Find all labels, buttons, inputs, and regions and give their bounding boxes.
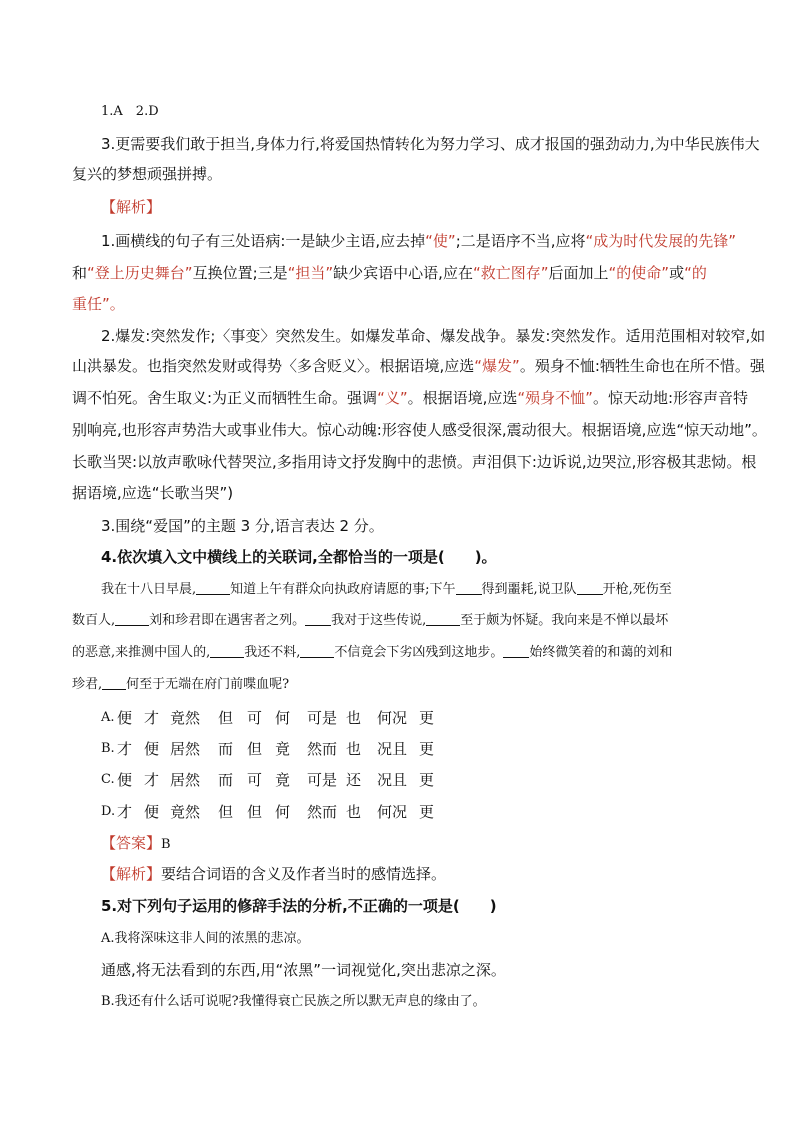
q5-option-a-note: 通感,将无法看到的东西,用“浓黑”一词视觉化,突出悲凉之深。 [101,961,506,979]
q4-passage-line4 [72,675,289,695]
q4-passage-line3 [72,643,672,663]
option-word: 更 [419,771,435,789]
option-word: 才 [144,771,160,789]
quoted-term: “救亡图存” [472,264,549,282]
q5-option-a: A.我将深味这非人间的浓黑的悲凉。 [101,931,310,946]
option-word: 居然 [170,771,201,789]
q4-passage-line1 [101,580,672,600]
text-run: 互换位置;三是 [192,264,288,282]
answer-value: B [161,837,171,852]
option-word: 但 [218,803,234,821]
q4-passage-line2 [72,611,668,631]
text-run: 至于颇为怀疑。我向来是不惮以最坏 [460,613,669,628]
text-run: 山洪暴发。也指突然发财或得势〈多含贬义〉。根据语境,应选 [72,357,475,375]
analysis-2-line4: 别响亮,也形容声势浩大或事业伟大。惊心动魄:形容使人感受很深,震动很大。根据语境,应选“惊天动地”。 [72,421,767,439]
option-word: 便 [144,803,160,821]
option-word: 但 [247,740,263,758]
option-word: 何况 [377,709,408,727]
text-run: 。殒身不恤:牺牲生命也在所不惜。强 [519,357,765,375]
option-word: 更 [419,803,435,821]
q3-answer-line1: 3.更需要我们敢于担当,身体力行,将爱国热情转化为努力学习、成才报国的强劲动力,为中华民族伟大 [101,135,760,153]
text-run: 珍君, [72,677,103,692]
option-word: 也 [346,803,362,821]
option-word: 便 [117,771,133,789]
analysis-tag: 【解析】 [101,865,162,883]
option-word: 而 [218,771,234,789]
option-word: 何 [275,803,291,821]
analysis-text: 要结合词语的含义及作者当时的感情选择。 [161,865,447,883]
analysis-2-line3 [72,388,748,408]
q5-option-b: B.我还有什么话可说呢?我懂得衰亡民族之所以默无声息的缘由了。 [101,994,486,1009]
text-run: 的恶意,来推测中国人的, [72,645,211,660]
quoted-term: “的 [684,264,707,282]
text-run: ;二是语序不当,应将 [455,232,586,250]
quoted-term: “使” [425,232,456,250]
option-word: 然而 [307,803,338,821]
option-word: 便 [144,740,160,758]
q5-stem: 5.对下列句子运用的修辞手法的分析,不正确的一项是( ) [101,897,497,915]
option-word: 竟 [275,771,291,789]
analysis-tag: 【解析】 [101,198,162,216]
text-run: 调不怕死。舍生取义:为正义而牺牲生命。强调 [72,389,378,407]
text-run: 我对于这些传说, [331,613,427,628]
text-run: 缺少宾语中心语,应在 [333,264,473,282]
analysis-1-line3: 重任”。 [72,295,125,313]
text-run: 我在十八日早晨, [101,582,197,597]
analysis-2-line2 [72,356,765,376]
option-word: 才 [117,803,133,821]
blank [305,611,331,626]
option-word: 竟 [275,740,291,758]
option-word: 何况 [377,803,408,821]
blank [426,611,460,626]
text-run: 不信竟会下劣凶残到这地步。 [334,645,504,660]
blank [210,643,244,658]
q4-stem: 4.依次填入文中横线上的关联词,全都恰当的一项是( )。 [101,548,497,566]
option-word: 才 [117,740,133,758]
text-run: 刘和珍君即在遇害者之列。 [149,613,306,628]
text-run: 始终微笑着的和蔼的刘和 [529,645,673,660]
option-label: A. [101,710,115,725]
text-run: 或 [669,264,685,282]
option-word: 可是 [307,709,338,727]
blank [503,643,529,658]
text-run: 得到噩耗,说卫队 [481,582,577,597]
quoted-term: “义” [377,389,408,407]
q4-answer [101,833,171,855]
text-run: 后面加上 [548,264,609,282]
q4-analysis [101,864,446,884]
answer-tag: 【答案】 [101,834,162,852]
blank [115,611,149,626]
option-word: 便 [117,709,133,727]
analysis-2-line1: 2.爆发:突然发作;〈事变〉突然发生。如爆发革命、爆发战争。暴发:突然发作。适用范围相对较窄,如 [101,327,766,345]
quoted-term: “成为时代发展的先锋” [585,232,737,250]
text-run: 我还不料, [244,645,301,660]
text-run: 开枪,死伤至 [602,582,672,597]
analysis-3: 3.围绕“爱国”的主题 3 分,语言表达 2 分。 [101,517,384,535]
option-word: 但 [218,709,234,727]
quoted-term: “登上历史舞台” [87,264,193,282]
option-label: C. [101,772,115,787]
analysis-1-line2 [72,263,707,283]
option-word: 也 [346,709,362,727]
option-word: 而 [218,740,234,758]
option-word: 竟然 [170,803,201,821]
analysis-2-line5: 长歌当哭:以放声歌咏代替哭泣,多指用诗文抒发胸中的悲愤。声泪俱下:边诉说,边哭泣,形容极其悲恸。根 [72,453,757,471]
answers-line: 1.A 2.D [101,104,159,119]
option-word: 可是 [307,771,338,789]
text-run: 何至于无端在府门前喋血呢? [126,677,290,692]
q3-answer-line2: 复兴的梦想顽强拼搏。 [72,165,223,183]
text-run: 。根据语境,应选 [407,389,518,407]
blank [196,580,230,595]
option-label: D. [101,804,116,819]
option-label: B. [101,741,115,756]
option-word: 可 [247,771,263,789]
quoted-term: “爆发” [474,357,520,375]
blank [577,580,603,595]
option-word: 况且 [377,771,408,789]
analysis-2-line6: 据语境,应选“长歌当哭”) [72,484,234,502]
option-word: 才 [144,709,160,727]
option-word: 然而 [307,740,338,758]
option-word: 可 [247,709,263,727]
option-word: 竟然 [170,709,201,727]
option-word: 更 [419,709,435,727]
option-word: 也 [346,740,362,758]
blank [102,675,126,690]
blank [456,580,482,595]
text-run: 数百人, [72,613,116,628]
quoted-term: “担当” [287,264,334,282]
analysis-1-line1 [101,231,736,251]
quoted-term: “的使命” [608,264,670,282]
option-word: 居然 [170,740,201,758]
option-word: 还 [346,771,362,789]
option-word: 但 [247,803,263,821]
option-word: 何 [275,709,291,727]
text-run: 1.画横线的句子有三处语病:一是缺少主语,应去掉 [101,232,426,250]
option-word: 况且 [377,740,408,758]
text-run: 和 [72,264,88,282]
text-run: 知道上午有群众向执政府请愿的事;下午 [230,582,456,597]
option-word: 更 [419,740,435,758]
blank [300,643,334,658]
text-run: 。惊天动地:形容声音特 [592,389,748,407]
quoted-term: “殒身不恤” [517,389,593,407]
